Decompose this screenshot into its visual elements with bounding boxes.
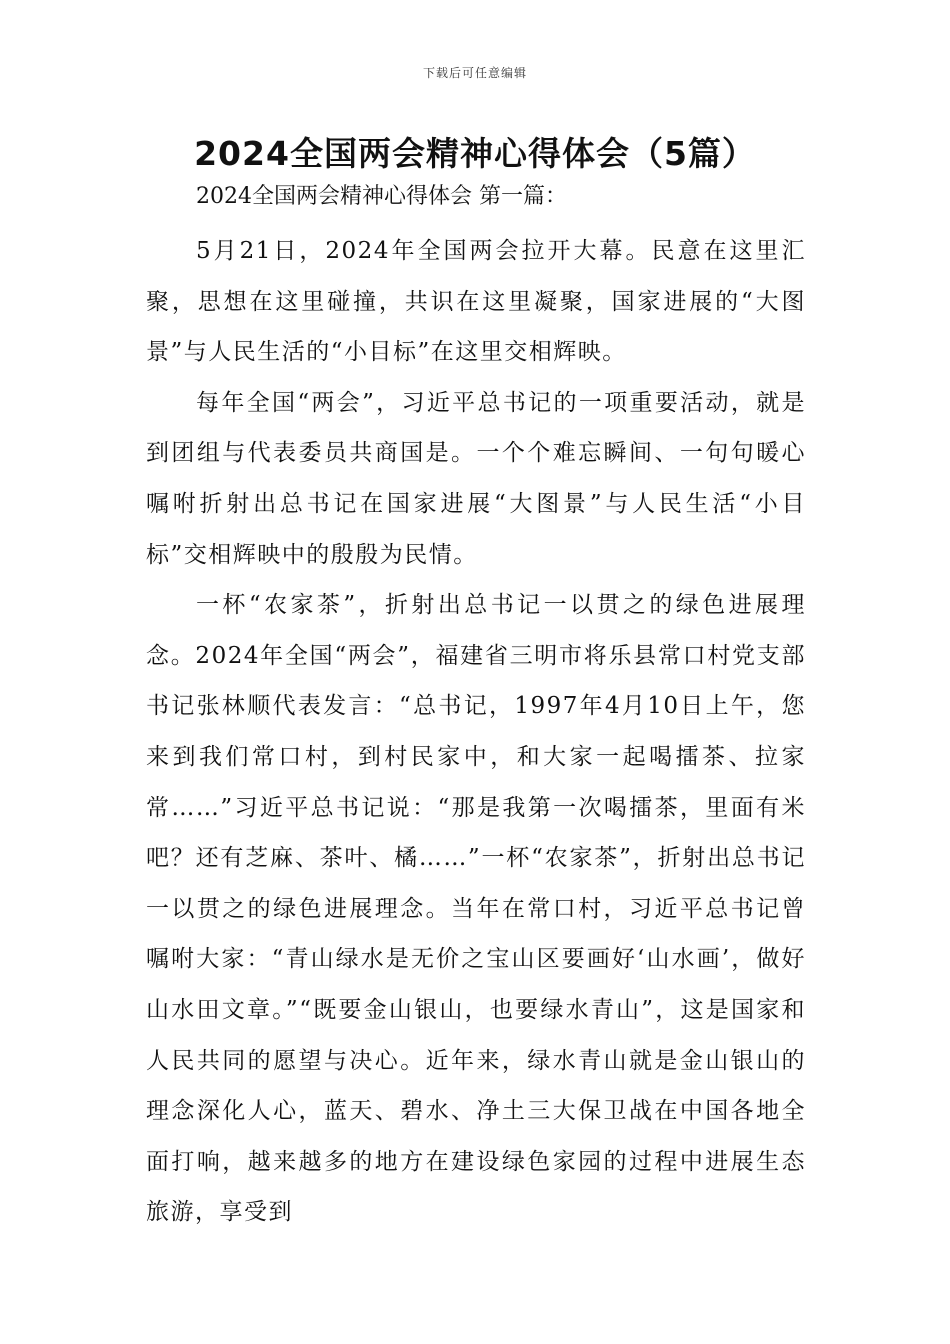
section-heading: 2024全国两会精神心得体会 第一篇： xyxy=(196,184,567,209)
header-note: 下载后可任意编辑 xyxy=(422,66,527,80)
paragraph-2: 每年全国“两会”，习近平总书记的一项重要活动，就是到团组与代表委员共商国是。一个个难忘瞬间、一句句暖心嘱咐折射出总书记在国家进展“大图景”与人民生活“小目标”交相辉映中的殷殷为民情。 xyxy=(146,389,806,568)
document-body xyxy=(146,226,806,1238)
paragraph-1: 5月21日，2024年全国两会拉开大幕。民意在这里汇聚，思想在这里碰撞，共识在这里凝聚，国家进展的“大图景”与人民生活的“小目标”在这里交相辉映。 xyxy=(146,238,806,366)
paragraph-3: 一杯“农家茶”，折射出总书记一以贯之的绿色进展理念。2024年全国“两会”，福建省三明市将乐县常口村党支部书记张林顺代表发言：“总书记，1997年4月10日上午，您来到我们常口村，到村民家中，和大家一起喝擂茶、拉家常……”习近平总书记说：“那是我第一次喝擂茶，里面有米吧？还有芝麻、茶叶、橘……”一杯“农家茶”，折射出总书记一以贯之的绿色进展理念。当年在常口村，习近平总书记曾嘱咐大家：“青山绿水是无价之宝山区要画好‘山水画’，做好山水田文章。”“既要金山银山，也要绿水青山”，这是国家和人民共同的愿望与决心。近年来，绿水青山就是金山银山的理念深化人心，蓝天、碧水、净土三大保卫战在中国各地全面打响，越来越多的地方在建设绿色家园的过程中进展生态旅游，享受到 xyxy=(146,592,806,1226)
document-title: 2024全国两会精神心得体会（5篇） xyxy=(194,134,756,173)
